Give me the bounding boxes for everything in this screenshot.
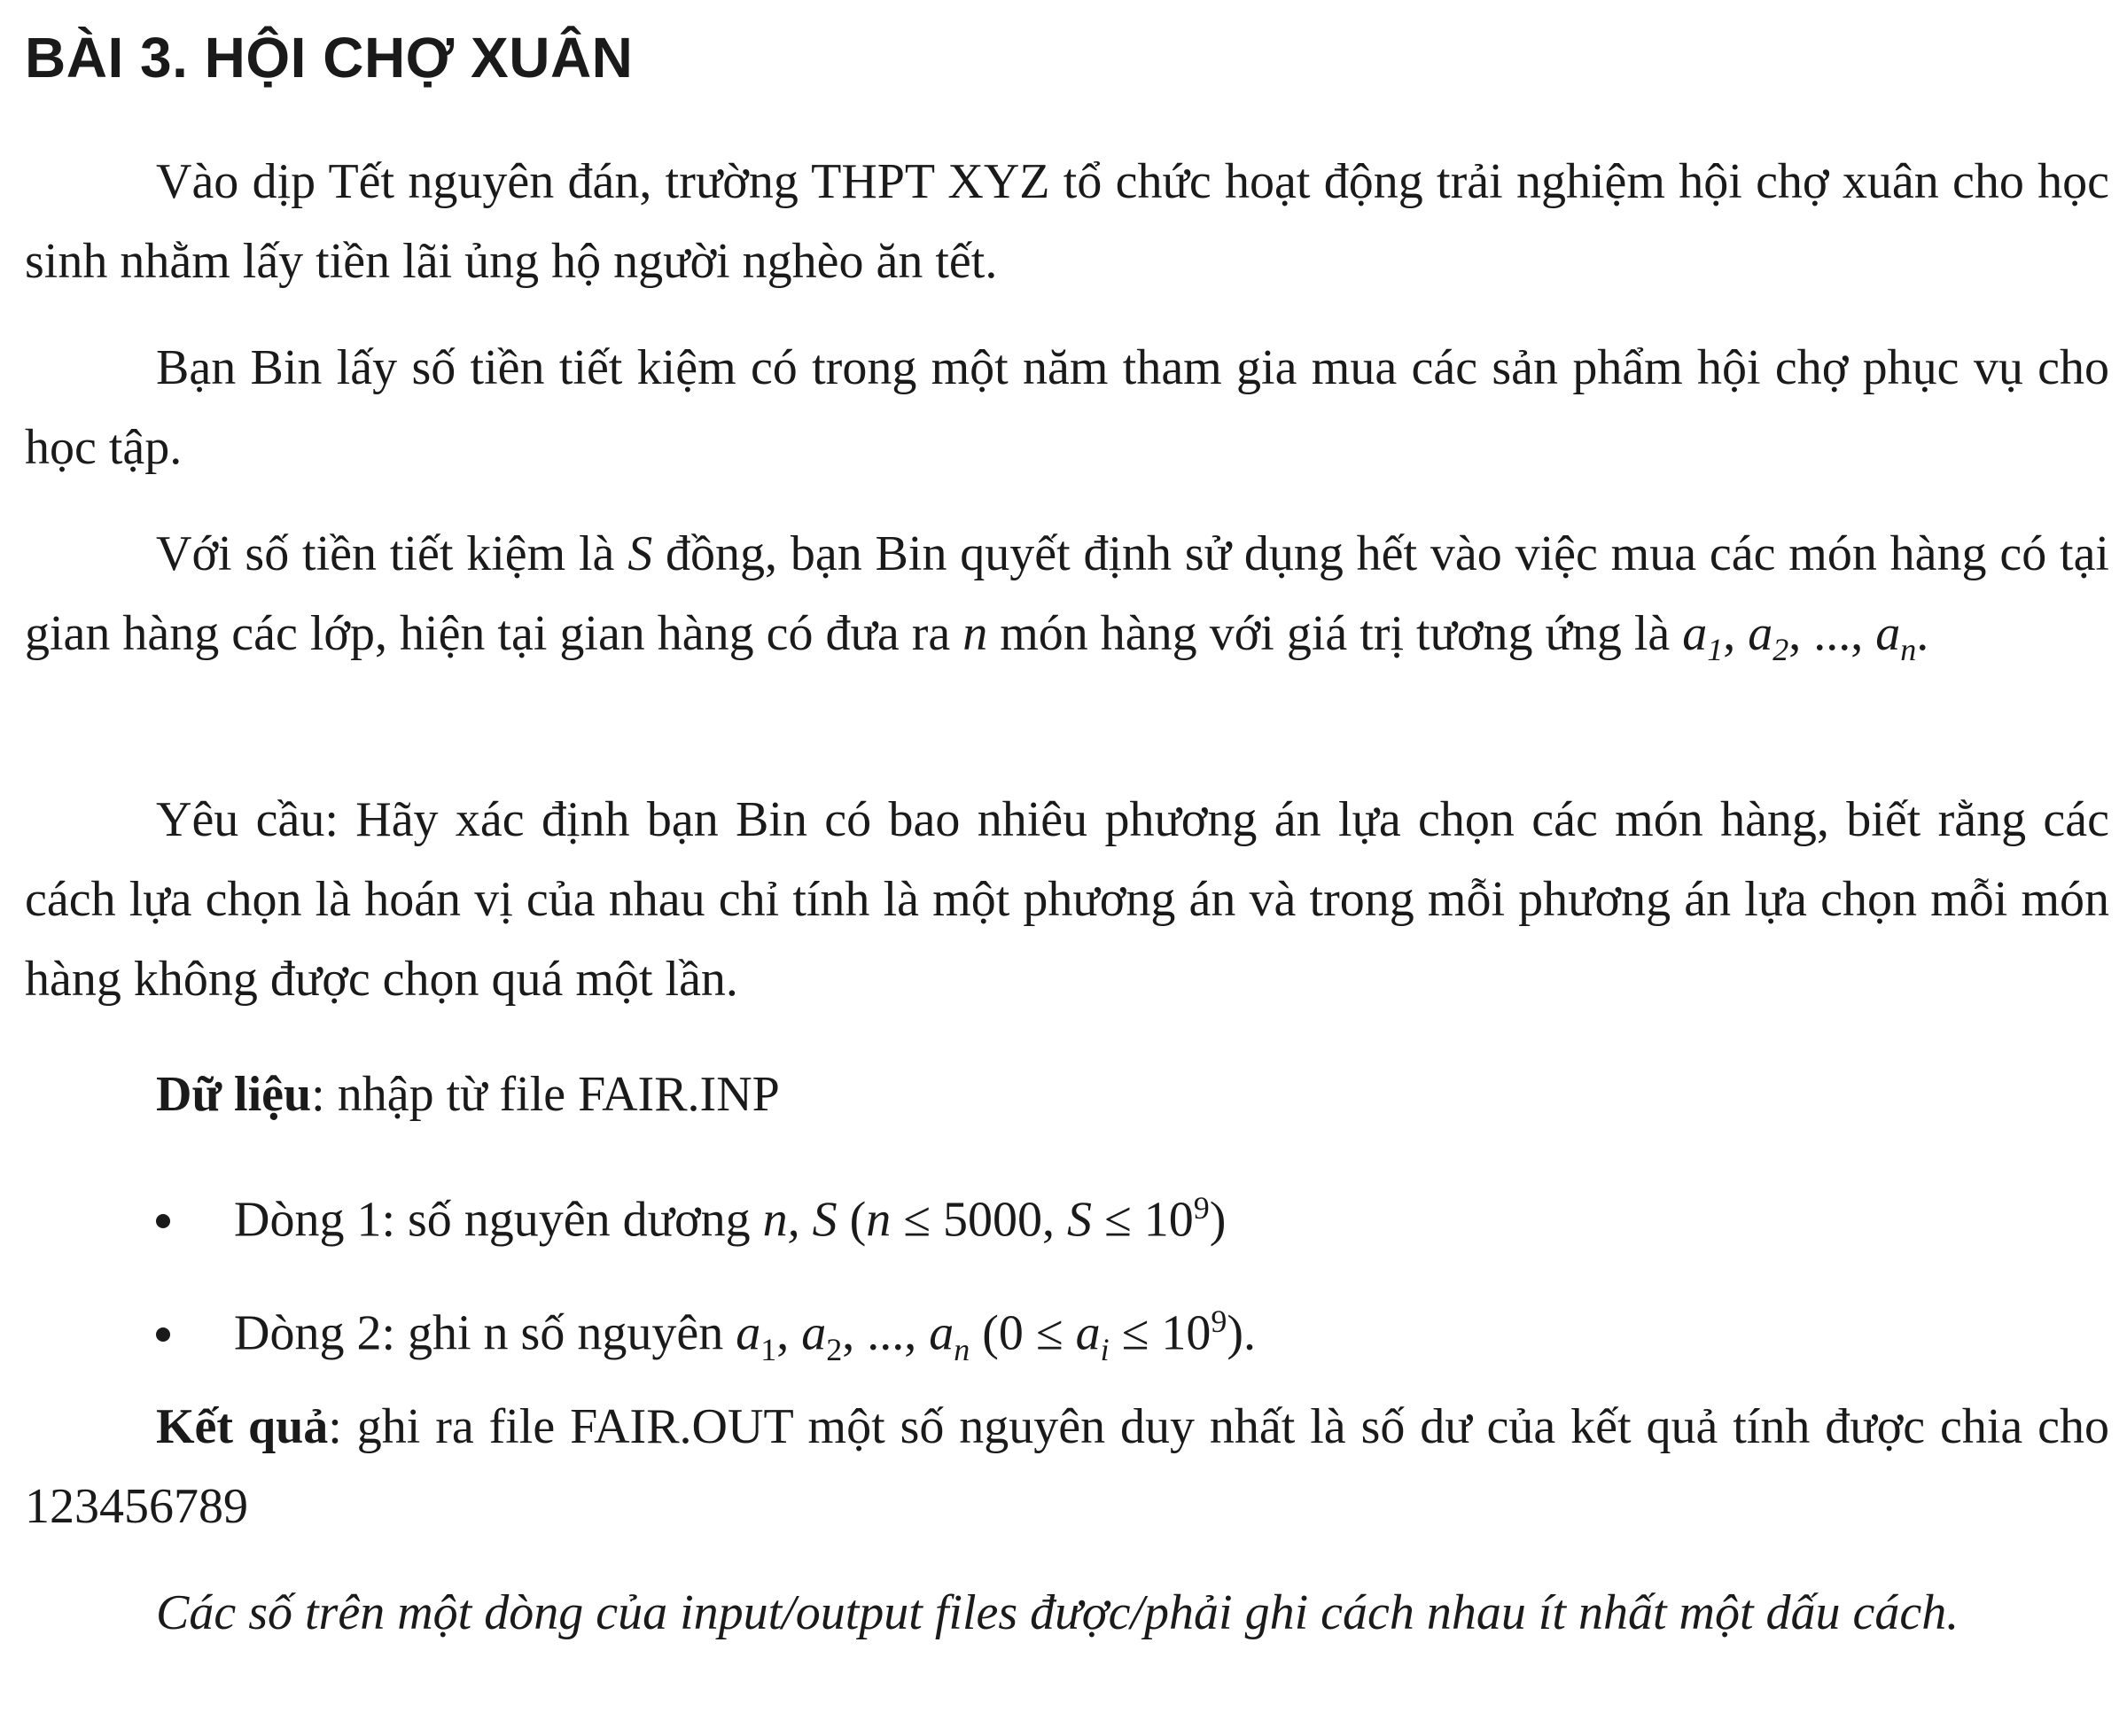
problem-title: BÀI 3. HỘI CHỢ XUÂN	[25, 26, 634, 90]
input-line-1: Dòng 1: số nguyên dương n, S (n ≤ 5000, $S \le 10^9$)	[156, 1168, 1226, 1260]
output-label: Kết quả	[156, 1399, 329, 1454]
paragraph-requirement: Yêu cầu: Hãy xác định bạn Bin có bao nhiêu phương án lựa chọn các món hàng, biết rằng các cách lựa chọn là hoán vị của nhau chỉ tính là một phương án và trong mỗi phương án lựa chọn mỗi món hàng không được chọn quá một lần.	[25, 792, 2109, 1007]
paragraph-savings: Với số tiền tiết kiệm là S đồng, bạn Bin quyết định sử dụng hết vào việc mua các món hàng có tại gian hàng các lớp, hiện tại gian hàng có đưa ra n món hàng với giá trị tương ứng là $a_1$, $a_2$, ..., $a_n$.	[25, 526, 2109, 668]
input-label: Dữ liệu	[156, 1067, 312, 1122]
var-s: S	[627, 526, 653, 581]
note-paragraph: Các số trên một dòng của input/output files được/phải ghi cách nhau ít nhất một dấu cách.	[156, 1585, 1959, 1640]
var-n: n	[962, 606, 988, 661]
bullet-dot	[156, 1214, 170, 1228]
output-description: Kết quả: ghi ra file FAIR.OUT một số nguyên duy nhất là số dư của kết quả tính được chia cho 123456789	[25, 1399, 2110, 1534]
input-description: Dữ liệu: nhập từ file FAIR.INP	[156, 1067, 780, 1122]
bullet-dot	[156, 1327, 170, 1342]
paragraph-bin: Bạn Bin lấy số tiền tiết kiệm có trong một năm tham gia mua các sản phẩm hội chợ phục vụ cho học tập.	[25, 340, 2109, 475]
input-line-2: Dòng 2: ghi n số nguyên $a_1$, $a_2$, ..., $a_n$ $(0 \le a_i \le 10^9)$.	[156, 1281, 1256, 1390]
paragraph-intro: Vào dịp Tết nguyên đán, trường THPT XYZ tổ chức hoạt động trải nghiệm hội chợ xuân cho học sinh nhằm lấy tiền lãi ủng hộ người nghèo ăn tết.	[25, 154, 2109, 289]
